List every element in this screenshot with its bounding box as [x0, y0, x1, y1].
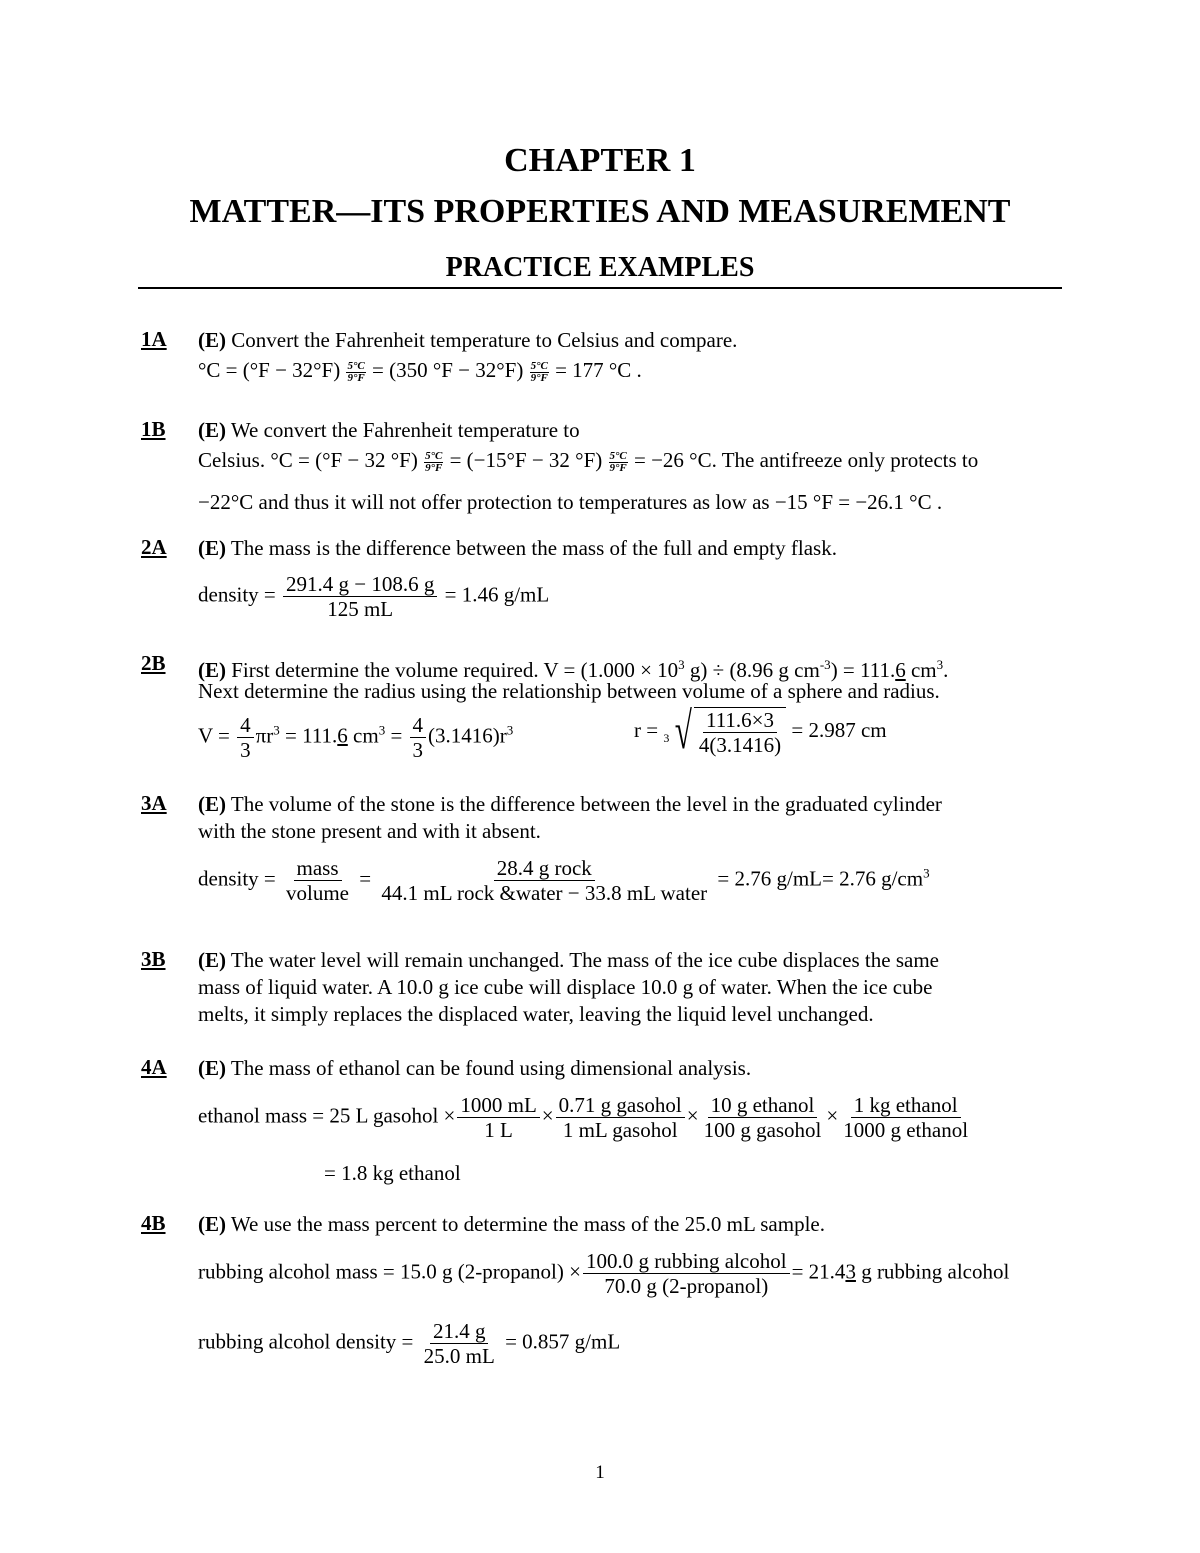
eq-segment: cm — [347, 723, 379, 748]
fraction-denominator: 1 L — [484, 1118, 513, 1142]
fraction-numerator: mass — [294, 856, 342, 881]
eq-segment: = 177 °C . — [555, 358, 642, 382]
fraction — [410, 713, 427, 762]
eq-segment: r = — [634, 717, 659, 742]
fraction-denominator: 100 g gasohol — [703, 1118, 822, 1142]
problem-statement: The mass of ethanol can be found using dimensional analysis. — [230, 1056, 752, 1080]
cube-root — [663, 703, 786, 760]
fraction-numerator: 4 — [237, 713, 254, 738]
difficulty-label: (E) — [198, 792, 226, 816]
difficulty-label: (E) — [198, 418, 226, 442]
fraction — [421, 1319, 498, 1368]
eq-segment: (3.1416)r — [428, 723, 507, 748]
fraction-numerator: 291.4 g − 108.6 g — [283, 572, 437, 597]
problem-3b-text — [198, 947, 939, 974]
problem-1b-conclusion: −22°C and thus it will not offer protection to temperatures as low as −15 °F = −26.1 °C . — [198, 490, 943, 514]
eq-segment: = 1.46 g/mL — [444, 582, 550, 607]
problem-4a-equation — [198, 1093, 973, 1142]
eq-segment: = (350 °F − 32°F) — [371, 358, 524, 382]
difficulty-label: (E) — [198, 536, 226, 560]
fraction — [283, 856, 352, 905]
problem-4a-text — [198, 1055, 751, 1082]
problem-3a-line2: with the stone present and with it absent. — [198, 819, 541, 843]
unit-fraction — [530, 361, 549, 384]
problem-1a-text — [198, 327, 737, 354]
problem-3a-text — [198, 791, 942, 818]
section-heading: PRACTICE EXAMPLES — [445, 252, 755, 283]
fraction-denominator: 3 — [412, 738, 424, 762]
fraction-denominator: 9°F — [425, 461, 443, 474]
fraction-numerator: 28.4 g rock — [494, 856, 595, 881]
eq-segment: rubbing alcohol density = — [198, 1329, 414, 1354]
unit-fraction — [346, 361, 365, 384]
problem-4b-text — [198, 1211, 825, 1238]
problem-statement: The volume of the stone is the difference between the level in the graduated cylinder — [230, 792, 942, 816]
problem-label-1a: 1A — [141, 327, 167, 351]
fraction-numerator: 4 — [410, 713, 427, 738]
exponent: 3 — [506, 722, 514, 738]
fraction — [696, 708, 784, 757]
fraction-denominator: 125 mL — [327, 597, 394, 621]
exponent: -3 — [819, 657, 831, 672]
fraction-denominator: 1000 g ethanol — [843, 1118, 969, 1142]
fraction-numerator: 10 g ethanol — [708, 1093, 818, 1118]
eq-segment: = 0.857 g/mL — [505, 1329, 621, 1354]
problem-2b-line2: Next determine the radius using the relationship between volume of a sphere and radius. — [198, 679, 940, 703]
eq-segment: = — [359, 866, 372, 891]
problem-statement: The mass is the difference between the mass of the full and empty flask. — [230, 536, 837, 560]
eq-segment: cm — [905, 658, 937, 682]
fraction-denominator: 9°F — [609, 461, 627, 474]
eq-segment: = −26 °C. The antifreeze only protects to — [634, 448, 979, 472]
fraction — [283, 572, 437, 621]
fraction-numerator: 100.0 g rubbing alcohol — [583, 1249, 790, 1274]
eq-segment: First determine the volume required. V = (1.000 × 10 — [231, 658, 679, 682]
eq-segment: = 21.4 — [791, 1259, 846, 1284]
significant-digit: 3 — [845, 1259, 856, 1284]
unit-fraction — [609, 451, 628, 474]
eq-segment: = 2.76 g/mL= 2.76 g/cm — [717, 866, 924, 891]
fraction-numerator: 21.4 g — [430, 1319, 489, 1344]
eq-segment: rubbing alcohol mass = 15.0 g (2-propanol) × — [198, 1259, 581, 1284]
eq-segment: g rubbing alcohol — [855, 1259, 1010, 1284]
eq-segment: = 111. — [279, 723, 338, 748]
problem-4b-mass-equation — [198, 1249, 1009, 1298]
problem-1a-equation — [198, 357, 642, 384]
problem-label-4b: 4B — [141, 1211, 166, 1235]
exponent: 3 — [936, 657, 944, 672]
page-number: 1 — [595, 1462, 605, 1483]
eq-segment: Celsius. °C = (°F − 32 °F) — [198, 448, 418, 472]
problem-1b-text — [198, 417, 580, 444]
times-sign: × — [686, 1103, 699, 1128]
fraction-denominator: 70.0 g (2-propanol) — [604, 1274, 769, 1298]
eq-segment: . — [943, 658, 949, 682]
heading-divider — [138, 287, 1062, 289]
fraction-numerator: 111.6×3 — [703, 708, 777, 733]
problem-label-2b: 2B — [141, 651, 166, 675]
eq-segment: = — [385, 723, 403, 748]
difficulty-label: (E) — [198, 328, 226, 352]
fraction-denominator: 4(3.1416) — [698, 733, 782, 757]
exponent: 3 — [378, 722, 386, 738]
eq-segment: °C = (°F − 32°F) — [198, 358, 341, 382]
eq-segment: density = — [198, 866, 276, 891]
fraction-denominator: volume — [286, 881, 350, 905]
problem-label-1b: 1B — [141, 417, 166, 441]
problem-label-4a: 4A — [141, 1055, 167, 1079]
problem-2b-volume-equation — [198, 713, 513, 762]
problem-4a-result: = 1.8 kg ethanol — [324, 1161, 461, 1185]
problem-2b-radius-equation — [634, 703, 887, 760]
eq-segment: πr — [255, 723, 274, 748]
difficulty-label: (E) — [198, 1212, 226, 1236]
exponent: 3 — [273, 722, 280, 738]
fraction — [701, 1093, 825, 1142]
problem-2a-equation — [198, 572, 549, 621]
problem-statement: Convert the Fahrenheit temperature to Celsius and compare. — [231, 328, 738, 352]
problem-3a-equation — [198, 856, 930, 905]
exponent: 3 — [678, 657, 685, 672]
fraction-denominator: 9°F — [530, 371, 548, 384]
difficulty-label: (E) — [198, 948, 226, 972]
fraction-numerator: 5°C — [425, 449, 443, 462]
times-sign: × — [826, 1103, 839, 1128]
fraction — [583, 1249, 790, 1298]
problem-2a-text — [198, 535, 837, 562]
problem-label-2a: 2A — [141, 535, 167, 559]
fraction — [556, 1093, 685, 1142]
times-sign: × — [541, 1103, 554, 1128]
eq-segment: density = — [198, 582, 276, 607]
fraction-numerator: 5°C — [609, 449, 627, 462]
eq-segment: ethanol mass = 25 L gasohol × — [198, 1103, 456, 1128]
difficulty-label: (E) — [198, 1056, 226, 1080]
significant-digit: 6 — [895, 658, 906, 682]
fraction — [840, 1093, 971, 1142]
problem-4b-density-equation — [198, 1319, 620, 1368]
fraction-numerator: 0.71 g gasohol — [556, 1093, 685, 1118]
significant-digit: 6 — [337, 723, 348, 748]
fraction-numerator: 1 kg ethanol — [851, 1093, 961, 1118]
fraction-denominator: 3 — [240, 738, 251, 762]
chapter-heading: CHAPTER 1 — [504, 142, 696, 179]
eq-segment: = 2.987 cm — [791, 717, 887, 742]
fraction-numerator: 5°C — [530, 359, 548, 372]
exponent: 3 — [923, 865, 930, 881]
problem-label-3a: 3A — [141, 791, 167, 815]
unit-fraction — [424, 451, 443, 474]
problem-3b-line3: melts, it simply replaces the displaced water, leaving the liquid level unchanged. — [198, 1002, 874, 1026]
fraction — [237, 713, 254, 762]
fraction — [457, 1093, 539, 1142]
fraction-numerator: 1000 mL — [457, 1093, 539, 1118]
fraction — [378, 856, 710, 905]
problem-statement: We use the mass percent to determine the mass of the 25.0 mL sample. — [230, 1212, 825, 1236]
eq-segment: ) = 111. — [830, 658, 896, 682]
fraction-denominator: 1 mL gasohol — [562, 1118, 678, 1142]
eq-segment: = (−15°F − 32 °F) — [449, 448, 603, 472]
difficulty-label: (E) — [198, 658, 226, 682]
eq-segment: g) ÷ (8.96 g cm — [684, 658, 820, 682]
problem-statement: We convert the Fahrenheit temperature to — [230, 418, 580, 442]
fraction-denominator: 25.0 mL — [423, 1344, 495, 1368]
fraction-numerator: 5°C — [347, 359, 365, 372]
radical-sign-icon: √ — [675, 703, 693, 760]
problem-statement: The water level will remain unchanged. The mass of the ice cube displaces the same — [230, 948, 939, 972]
chapter-title: MATTER—ITS PROPERTIES AND MEASUREMENT — [189, 193, 1011, 230]
problem-label-3b: 3B — [141, 947, 166, 971]
problem-3b-line2: mass of liquid water. A 10.0 g ice cube will displace 10.0 g of water. When the ice cube — [198, 975, 933, 999]
fraction-denominator: 9°F — [347, 371, 365, 384]
fraction-denominator: 44.1 mL rock &water − 33.8 mL water — [381, 881, 708, 905]
eq-segment: V = — [198, 723, 230, 748]
problem-1b-equation — [198, 447, 978, 474]
root-index: 3 — [663, 730, 670, 745]
